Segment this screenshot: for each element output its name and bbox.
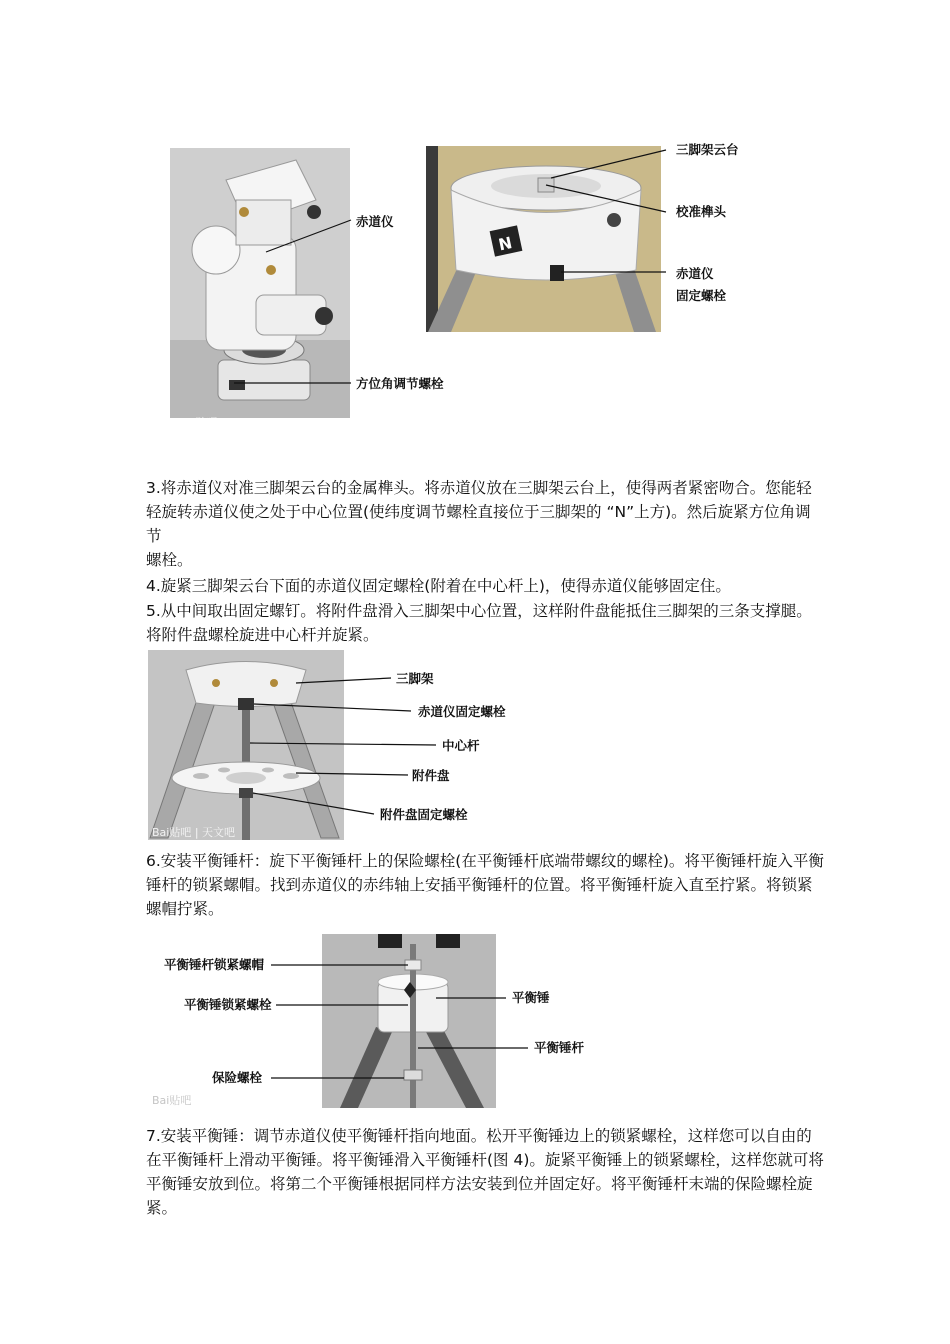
label-weight-lock-bolt: 平衡锤锁紧螺栓 <box>184 997 272 1012</box>
watermark-2: Bai贴吧 | 天文吧 <box>152 826 236 839</box>
label-alignment-peg: 校准榫头 <box>676 204 727 219</box>
label-rod-lock-nut: 平衡锤杆锁紧螺帽 <box>164 957 265 972</box>
label-safety-bolt: 保险螺栓 <box>212 1070 263 1085</box>
photo-equatorial-mount <box>170 148 350 429</box>
photo-tripod-head <box>426 146 661 332</box>
label-mount-fix-bolt-line1: 赤道仪 <box>676 266 714 281</box>
label-counterweight-rod: 平衡锤杆 <box>534 1040 585 1055</box>
figure-3-svg <box>146 932 596 1110</box>
label-mount-fix-bolt-line2: 固定螺栓 <box>676 288 727 303</box>
paragraph-step-7: 7.安装平衡锤：调节赤道仪使平衡锤杆指向地面。松开平衡锤边上的锁紧螺栓，这样您可以自由的在平衡锤杆上滑动平衡锤。将平衡锤滑入平衡锤杆(图 4)。旋紧平衡锤上的锁紧螺栓，这样您就可将平衡锤安放到位。将第二个平衡锤根据同样方法安装到位并固定好。将平衡锤杆末端的保险螺栓旋紧。 <box>146 1127 824 1217</box>
paragraph-step-3-tail: 螺栓。 <box>146 551 193 569</box>
label-tray-fix-bolt: 附件盘固定螺栓 <box>380 807 468 822</box>
watermark-3: Bai贴吧 <box>152 1094 192 1107</box>
figure-1-svg <box>146 140 766 430</box>
figure-3-counterweight-rod <box>146 932 596 1110</box>
figure-2-svg <box>146 648 526 843</box>
photo-tripod-accessory-tray <box>148 650 344 840</box>
label-equatorial-mount: 赤道仪 <box>356 214 394 229</box>
label-tripod-head: 三脚架云台 <box>676 142 739 157</box>
paragraph-step-5: 5.从中间取出固定螺钉。将附件盘滑入三脚架中心位置，这样附件盘能抵住三脚架的三条支撑腿。将附件盘螺栓旋进中心杆并旋紧。 <box>146 602 812 644</box>
paragraph-step-4: 4.旋紧三脚架云台下面的赤道仪固定螺栓(附着在中心杆上)，使得赤道仪能够固定住。 <box>146 577 731 595</box>
tripod-letter-n: N <box>496 233 514 255</box>
figure-2-accessory-tray <box>146 648 526 843</box>
label-tripod: 三脚架 <box>396 671 434 686</box>
paragraph-step-3: 3.将赤道仪对准三脚架云台的金属榫头。将赤道仪放在三脚架云台上，使得两者紧密吻合。您能轻轻旋转赤道仪使之处于中心位置(使纬度调节螺栓直接位于三脚架的 “N”上方)。然后旋紧方位角调节 <box>146 479 812 545</box>
label-mount-fix-bolt: 赤道仪固定螺栓 <box>418 704 506 719</box>
label-center-rod: 中心杆 <box>442 738 480 753</box>
label-azimuth-bolt: 方位角调节螺栓 <box>356 376 444 391</box>
watermark-1: Bai贴吧 | <box>178 416 225 429</box>
label-counterweight: 平衡锤 <box>512 990 550 1005</box>
paragraph-step-6: 6.安装平衡锤杆：旋下平衡锤杆上的保险螺栓(在平衡锤杆底端带螺纹的螺栓)。将平衡锤杆旋入平衡锤杆的锁紧螺帽。找到赤道仪的赤纬轴上安插平衡锤杆的位置。将平衡锤杆旋入直至拧紧。将锁紧螺帽拧紧。 <box>146 852 824 918</box>
figure-1-mount-and-tripod-head <box>146 140 766 430</box>
label-accessory-tray: 附件盘 <box>412 768 450 783</box>
